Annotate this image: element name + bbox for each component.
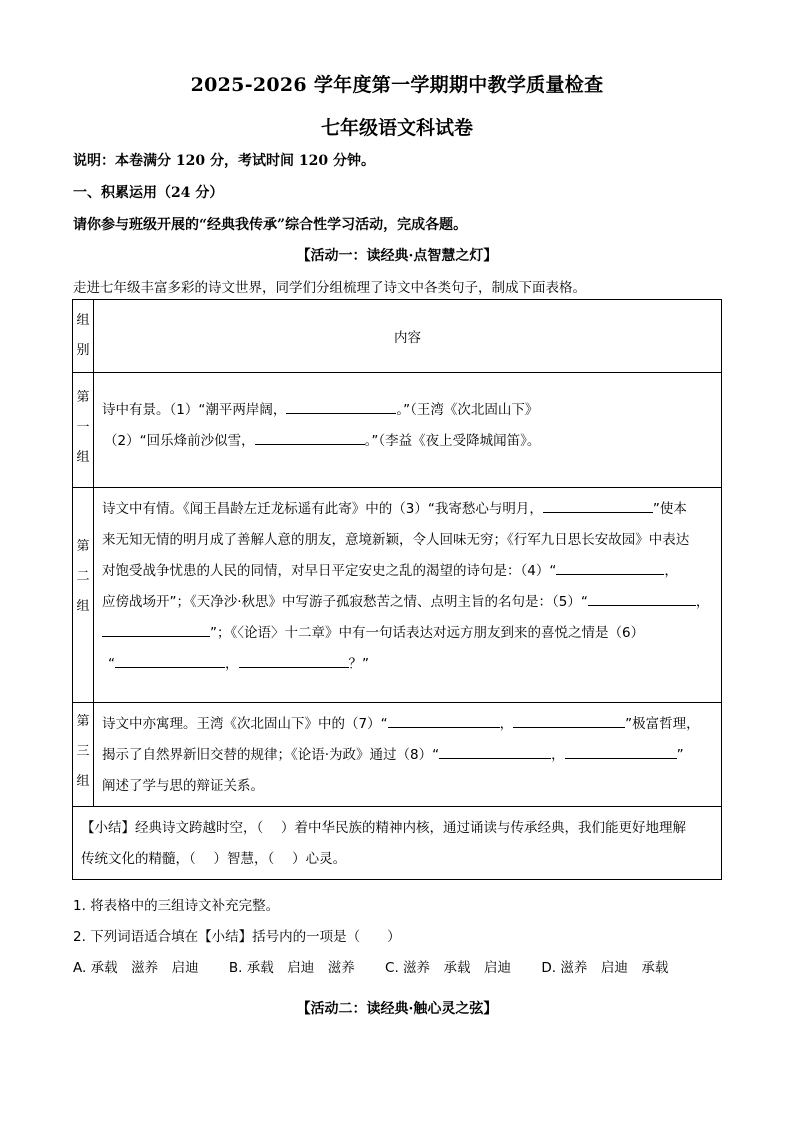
- side-char: 第: [76, 390, 90, 405]
- summary-line-2: 传统文化的精髓，（ ）智慧，（ ）心灵。: [81, 851, 347, 867]
- group-3-line-2: [102, 740, 713, 771]
- group-3-side-cell: [73, 703, 94, 807]
- text-segment: 应傍战场开”；《天净沙·秋思》中写游子孤寂愁苦之情、点明主旨的名句是：（5）“: [102, 594, 588, 610]
- side-char: 组: [76, 450, 90, 465]
- group-2-line-6: [102, 649, 713, 680]
- text-segment: 揭示了自然界新旧交替的规律；《论语·为政》通过（8）“: [102, 747, 440, 763]
- answer-blank-2[interactable]: [255, 430, 365, 445]
- table-row-summary: [73, 807, 722, 880]
- text-segment: ，: [225, 656, 239, 672]
- group-2-line-2: 来无知无情的明月成了善解人意的朋友，意境新颖，令人回味无穷；《行军九日思长安故园》中表达: [102, 532, 690, 548]
- answer-blank-8a[interactable]: [439, 744, 551, 759]
- text-segment: 诗文中有情。《闻王昌龄左迁龙标遥有此寄》中的（3）“我寄愁心与明月，: [102, 501, 543, 517]
- option-a[interactable]: A. 承载 滋养 启迪: [73, 960, 199, 976]
- answer-blank-5b[interactable]: [102, 622, 210, 637]
- answer-blank-4[interactable]: [556, 560, 664, 575]
- answer-blank-6a[interactable]: [115, 653, 225, 668]
- exam-title: 2025-2026 学年度第一学期期中教学质量检查: [190, 74, 604, 96]
- text-segment: 。”（王湾《次北固山下》: [396, 402, 539, 418]
- text-segment: “: [108, 656, 115, 672]
- answer-blank-5a[interactable]: [588, 591, 696, 606]
- text-segment: （2）“回乐烽前沙似雪，: [104, 433, 255, 449]
- answer-blank-1[interactable]: [286, 399, 396, 414]
- option-b[interactable]: B. 承载 启迪 滋养: [228, 960, 355, 976]
- group-2-line-1: [102, 494, 713, 525]
- side-char: 第: [76, 539, 90, 554]
- table-row-group-3: [73, 703, 722, 807]
- side-char: 二: [76, 569, 90, 584]
- header-side-char: 组: [76, 313, 90, 328]
- activity-one-heading: 【活动一：读经典·点智慧之灯】: [296, 248, 498, 264]
- answer-blank-6b[interactable]: [239, 653, 349, 668]
- table-row-group-1: [73, 373, 722, 488]
- group-1-content: [94, 373, 722, 488]
- text-segment: 对饱受战争忧患的人民的同情，对早日平定安史之乱的渴望的诗句是：（4）“: [102, 563, 557, 579]
- poetry-table: [72, 299, 722, 880]
- text-segment: ，: [499, 716, 514, 732]
- answer-blank-3[interactable]: [543, 498, 653, 513]
- text-segment: 。”（李益《夜上受降城闻笛》。: [364, 433, 541, 449]
- side-char: 组: [76, 774, 90, 789]
- text-segment: 诗文中亦寓理。王湾《次北固山下》中的（7）“: [102, 716, 388, 732]
- text-segment: ”；《〈论语〉十二章》中有一句话表达对远方朋友到来的喜悦之情是（6）: [210, 625, 645, 641]
- text-segment: ，: [664, 563, 678, 579]
- text-segment: 诗中有景。（1）“潮平两岸阔，: [102, 402, 287, 418]
- group-2-line-4: [102, 587, 713, 618]
- exam-subtitle: 七年级语文科试卷: [320, 117, 473, 139]
- group-1-side-cell: [73, 373, 94, 488]
- exam-note: 说明：本卷满分 120 分，考试时间 120 分钟。: [73, 153, 375, 169]
- group-3-line-3: 阐述了学与思的辩证关系。: [102, 778, 264, 794]
- answer-blank-7b[interactable]: [513, 713, 625, 728]
- group-3-content: [94, 703, 722, 807]
- activity-two-heading: 【活动二：读经典·触心灵之弦】: [296, 1001, 498, 1017]
- text-segment: ，: [695, 594, 710, 610]
- task-instruction: 请你参与班级开展的“经典我传承”综合性学习活动，完成各题。: [73, 217, 468, 233]
- header-side-char: 别: [76, 343, 90, 358]
- group-2-content: [94, 488, 722, 703]
- option-c[interactable]: C. 滋养 承载 启迪: [385, 960, 512, 976]
- summary-line-1: 【小结】经典诗文跨越时空，（ ）着中华民族的精神内核，通过诵读与传承经典，我们能更好地理解: [81, 820, 687, 836]
- question-2-options: [73, 956, 694, 976]
- text-segment: ，: [551, 747, 565, 763]
- summary-cell: [73, 807, 722, 880]
- side-char: 一: [76, 420, 90, 435]
- table-header-row: [73, 300, 722, 373]
- group-2-line-5: [102, 618, 713, 649]
- question-1: 1. 将表格中的三组诗文补充完整。: [73, 898, 280, 914]
- side-char: 三: [76, 744, 90, 759]
- text-segment: ”极富哲理，: [625, 716, 700, 732]
- header-content-cell: 内容: [94, 300, 722, 373]
- option-d[interactable]: D. 滋养 启迪 承载: [541, 960, 669, 976]
- group-2-line-3: [102, 556, 713, 587]
- side-char: 组: [76, 599, 90, 614]
- group-3-line-1: [102, 709, 713, 740]
- answer-blank-7a[interactable]: [388, 713, 500, 728]
- table-row-group-2: [73, 488, 722, 703]
- side-char: 第: [76, 714, 90, 729]
- text-segment: ”: [676, 747, 684, 763]
- group-1-line-2: [102, 426, 713, 457]
- group-1-line-1: [102, 395, 713, 426]
- text-segment: ”使本: [652, 501, 687, 517]
- section-heading: 一、积累运用（24 分）: [73, 185, 224, 201]
- answer-blank-8b[interactable]: [565, 744, 677, 759]
- activity-one-lead: 走进七年级丰富多彩的诗文世界，同学们分组梳理了诗文中各类句子，制成下面表格。: [73, 280, 586, 296]
- question-2: 2. 下列词语适合填在【小结】括号内的一项是（ ）: [73, 929, 401, 945]
- text-segment: ？”: [348, 656, 369, 672]
- header-side-cell: [73, 300, 94, 373]
- group-2-side-cell: [73, 488, 94, 703]
